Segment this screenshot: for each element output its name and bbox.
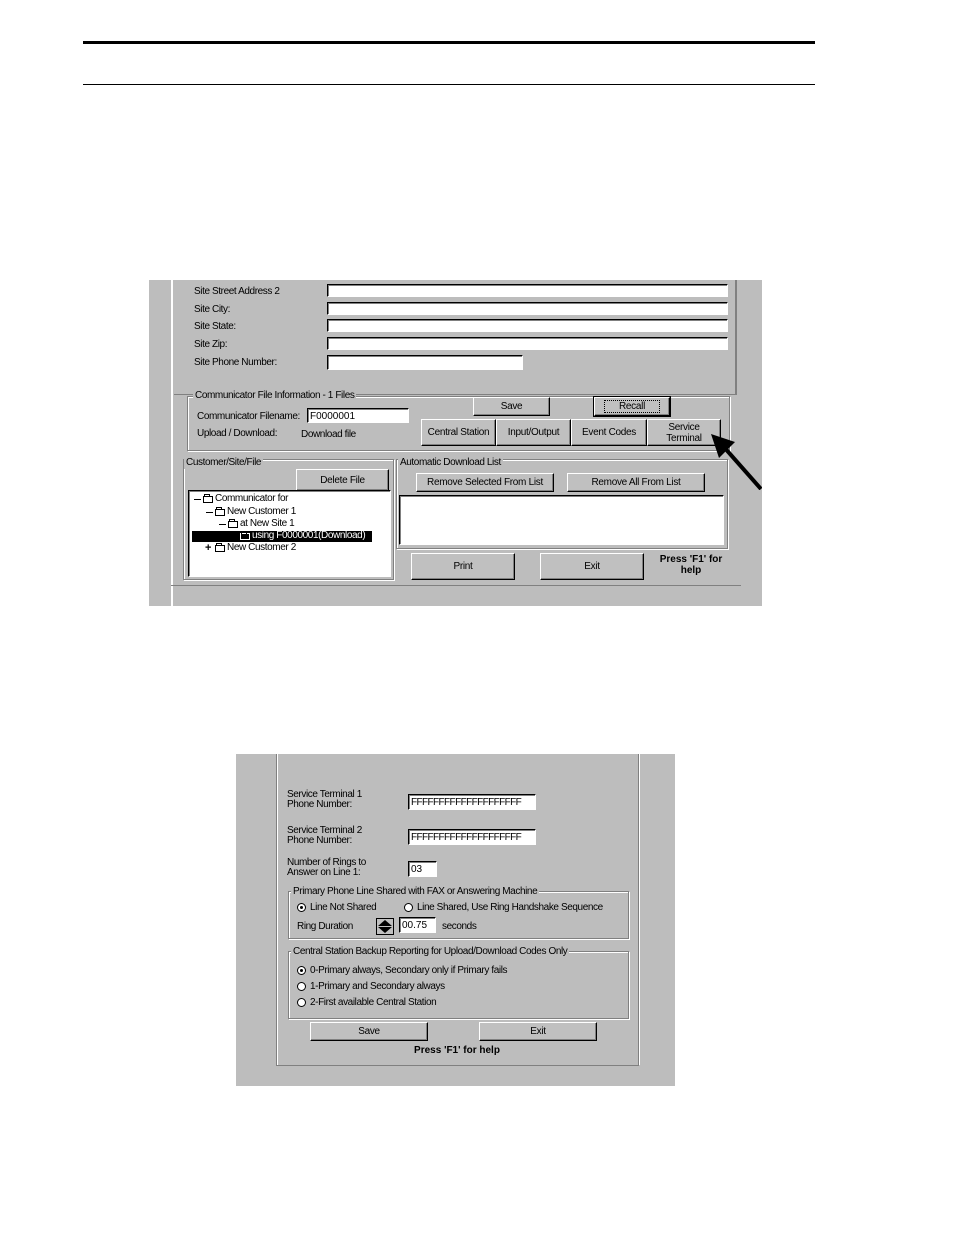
communicator-file-info-title: Communicator File Information - 1 Files xyxy=(195,390,355,401)
tab-central-station[interactable]: Central Station xyxy=(421,419,496,446)
line-not-shared-label: Line Not Shared xyxy=(310,902,377,913)
folder-icon xyxy=(240,533,250,540)
service-terminal-1-label-line-1: Service Terminal 1 xyxy=(287,789,362,800)
backup-reporting-title: Central Station Backup Reporting for Upload/Download Codes Only xyxy=(293,946,568,957)
backup-option-0-label: 0-Primary always, Secondary only if Primary fails xyxy=(310,965,508,976)
spinner-arrows-icon xyxy=(377,919,393,934)
primary-phone-line-title: Primary Phone Line Shared with FAX or Answering Machine xyxy=(293,886,538,897)
recall-button[interactable] xyxy=(594,397,670,416)
backup-option-2[interactable] xyxy=(297,997,436,1009)
remove-selected-from-list-button[interactable]: Remove Selected From List xyxy=(416,473,554,492)
backup-option-0[interactable] xyxy=(297,965,507,977)
tree-node-label: Communicator for xyxy=(215,493,289,504)
backup-option-1-label: 1-Primary and Secondary always xyxy=(310,981,445,992)
radio-unselected-icon xyxy=(404,903,413,912)
upload-download-label: Upload / Download: xyxy=(197,428,278,439)
service-terminal-1-label xyxy=(287,790,362,810)
site-city-field[interactable] xyxy=(327,302,728,315)
radio-selected-icon xyxy=(297,966,306,975)
tree-node-label: using F0000001(Download) xyxy=(252,530,366,541)
exit-button[interactable]: Exit xyxy=(540,553,644,580)
save-button[interactable]: Save xyxy=(310,1022,428,1041)
tree-node-label: New Customer 1 xyxy=(227,506,296,517)
radio-unselected-icon xyxy=(297,982,306,991)
seconds-label: seconds xyxy=(442,921,477,932)
print-button[interactable]: Print xyxy=(411,553,515,580)
line-not-shared-option[interactable] xyxy=(297,902,376,914)
customer-site-file-title: Customer/Site/File xyxy=(186,457,262,468)
tree-node-communicator[interactable] xyxy=(194,493,288,505)
site-street-address-2-label: Site Street Address 2 xyxy=(194,286,280,297)
site-city-label: Site City: xyxy=(194,304,231,315)
communicator-filename-label: Communicator Filename: xyxy=(197,411,300,422)
collapse-icon xyxy=(206,512,213,513)
header-rule-thin xyxy=(83,84,815,85)
number-of-rings-field[interactable]: 03 xyxy=(408,861,437,877)
folder-icon xyxy=(215,509,225,516)
radio-selected-icon xyxy=(297,903,306,912)
folder-icon xyxy=(203,496,213,503)
site-zip-field[interactable] xyxy=(327,337,728,350)
f1-help-text: Press 'F1' for help xyxy=(659,554,723,576)
backup-option-2-label: 2-First available Central Station xyxy=(310,997,437,1008)
header-rule-thick xyxy=(83,41,815,44)
communicator-filename-field[interactable]: F0000001 xyxy=(307,408,409,423)
tab-event-codes[interactable]: Event Codes xyxy=(571,419,647,446)
line-shared-label: Line Shared, Use Ring Handshake Sequence xyxy=(417,902,603,913)
site-state-label: Site State: xyxy=(194,321,236,332)
number-of-rings-label xyxy=(287,858,366,878)
recall-button-label: Recall xyxy=(604,400,660,413)
service-terminal-2-label xyxy=(287,826,362,846)
tree-node-site-1[interactable] xyxy=(219,518,294,530)
line-shared-option[interactable] xyxy=(404,902,603,914)
tree-node-label: New Customer 2 xyxy=(227,542,296,553)
tree-node-customer-1[interactable] xyxy=(206,506,296,518)
radio-unselected-icon xyxy=(297,998,306,1007)
remove-all-from-list-button[interactable]: Remove All From List xyxy=(567,473,705,492)
service-terminal-2-phone-field[interactable]: FFFFFFFFFFFFFFFFFFFF xyxy=(408,829,536,845)
number-of-rings-label-line-1: Number of Rings to xyxy=(287,857,366,868)
service-terminal-window-screenshot xyxy=(236,700,675,1086)
ring-duration-spinner[interactable] xyxy=(376,918,394,935)
folder-icon xyxy=(228,521,238,528)
service-terminal-2-label-line-1: Service Terminal 2 xyxy=(287,825,362,836)
site-street-address-2-field[interactable] xyxy=(327,284,728,297)
automatic-download-listbox[interactable] xyxy=(399,495,724,545)
window-bottom-border xyxy=(171,585,741,586)
f1-help-text: Press 'F1' for help xyxy=(414,1045,500,1056)
site-phone-number-field[interactable] xyxy=(327,355,523,370)
tree-node-customer-2[interactable] xyxy=(205,542,296,554)
folder-icon xyxy=(215,545,225,552)
collapse-icon xyxy=(219,524,226,525)
tab-service-terminal[interactable]: Service Terminal xyxy=(647,419,721,446)
ring-duration-field[interactable]: 00.75 xyxy=(399,917,436,933)
tree-node-label: at New Site 1 xyxy=(240,518,295,529)
expand-icon: + xyxy=(205,542,212,554)
collapse-icon xyxy=(194,499,201,500)
number-of-rings-label-line-2: Answer on Line 1: xyxy=(287,867,361,878)
upload-download-value: Download file xyxy=(301,429,356,440)
tree-node-file[interactable] xyxy=(239,530,365,542)
tab-input-output[interactable]: Input/Output xyxy=(496,419,571,446)
site-zip-label: Site Zip: xyxy=(194,339,228,350)
service-terminal-1-label-line-2: Phone Number: xyxy=(287,799,352,810)
communicator-window-screenshot xyxy=(149,218,762,606)
exit-button[interactable]: Exit xyxy=(479,1022,597,1041)
window-left-border xyxy=(171,280,173,606)
save-button[interactable]: Save xyxy=(473,397,550,416)
automatic-download-list-title: Automatic Download List xyxy=(400,457,501,468)
service-terminal-2-label-line-2: Phone Number: xyxy=(287,835,352,846)
site-phone-number-label: Site Phone Number: xyxy=(194,357,277,368)
backup-option-1[interactable] xyxy=(297,981,445,993)
ring-duration-label: Ring Duration xyxy=(297,921,353,932)
site-state-field[interactable] xyxy=(327,319,728,332)
delete-file-button[interactable]: Delete File xyxy=(296,469,389,491)
service-terminal-1-phone-field[interactable]: FFFFFFFFFFFFFFFFFFFF xyxy=(408,794,536,810)
